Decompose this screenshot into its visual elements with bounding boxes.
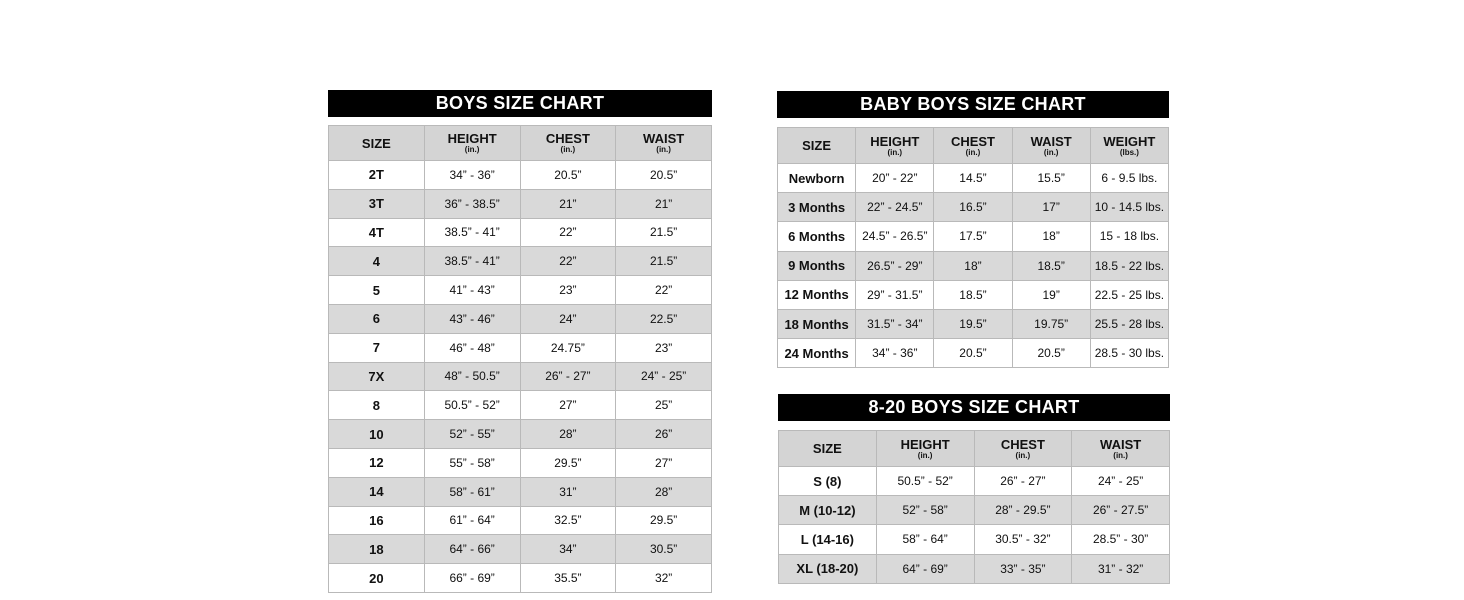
column-header-size [329, 126, 425, 161]
measurement-cell: 20.5” [520, 161, 616, 190]
size-cell: 20 [329, 564, 425, 593]
size-cell: 6 [329, 304, 425, 333]
column-header-chest [520, 126, 616, 161]
column-header-label: HEIGHT [870, 133, 920, 149]
measurement-cell: 23” [616, 333, 712, 362]
size-cell: XL (18-20) [779, 554, 877, 583]
size-cell: 5 [329, 276, 425, 305]
measurement-cell: 32” [616, 564, 712, 593]
measurement-cell: 15 - 18 lbs. [1090, 222, 1168, 251]
size-cell: 4 [329, 247, 425, 276]
measurement-cell: 28” [616, 477, 712, 506]
measurement-cell: 22” [520, 247, 616, 276]
table-header-row [329, 126, 712, 161]
measurement-cell: 22” [520, 218, 616, 247]
table-row [779, 496, 1170, 525]
table-row [778, 193, 1169, 222]
measurement-cell: 29.5” [616, 506, 712, 535]
measurement-cell: 27” [616, 448, 712, 477]
column-header-unit: (in.) [560, 145, 576, 154]
measurement-cell: 55” - 58” [424, 448, 520, 477]
measurement-cell: 18” [934, 251, 1012, 280]
table-header-row [778, 128, 1169, 164]
measurement-cell: 58” - 61” [424, 477, 520, 506]
column-header-label: SIZE [802, 138, 832, 153]
measurement-cell: 26.5” - 29” [856, 251, 934, 280]
column-header-label: SIZE [812, 441, 842, 456]
measurement-cell: 31” [520, 477, 616, 506]
measurement-cell: 52” - 55” [424, 420, 520, 449]
measurement-cell: 15.5” [1012, 164, 1090, 193]
column-header-weight [1090, 128, 1168, 164]
table-row [329, 189, 712, 218]
size-cell: 12 [329, 448, 425, 477]
measurement-cell: 31” - 32” [1072, 554, 1170, 583]
table-row [329, 420, 712, 449]
measurement-cell: 19.5” [934, 309, 1012, 338]
measurement-cell: 46” - 48” [424, 333, 520, 362]
measurement-cell: 24.5” - 26.5” [856, 222, 934, 251]
table-row [778, 339, 1169, 368]
measurement-cell: 20.5” [616, 161, 712, 190]
table-row [778, 280, 1169, 309]
measurement-cell: 26” [616, 420, 712, 449]
measurement-cell: 21” [520, 189, 616, 218]
measurement-cell: 23” [520, 276, 616, 305]
measurement-cell: 43” - 46” [424, 304, 520, 333]
measurement-cell: 20.5” [934, 339, 1012, 368]
size-cell: 12 Months [778, 280, 856, 309]
table-row [779, 554, 1170, 583]
boys-size-table [328, 125, 712, 593]
size-cell: 3 Months [778, 193, 856, 222]
measurement-cell: 32.5” [520, 506, 616, 535]
measurement-cell: 29.5” [520, 448, 616, 477]
measurement-cell: 50.5” - 52” [876, 467, 974, 496]
measurement-cell: 19” [1012, 280, 1090, 309]
measurement-cell: 38.5” - 41” [424, 247, 520, 276]
boys-chart-title: BOYS SIZE CHART [328, 90, 712, 117]
measurement-cell: 25” [616, 391, 712, 420]
measurement-cell: 64” - 66” [424, 535, 520, 564]
measurement-cell: 35.5” [520, 564, 616, 593]
size-cell: 2T [329, 161, 425, 190]
column-header-label: WAIST [1030, 133, 1072, 149]
measurement-cell: 24” - 25” [1072, 467, 1170, 496]
baby-chart-title: BABY BOYS SIZE CHART [777, 91, 1169, 118]
measurement-cell: 31.5” - 34” [856, 309, 934, 338]
measurement-cell: 61” - 64” [424, 506, 520, 535]
table-row [329, 304, 712, 333]
measurement-cell: 26” - 27” [974, 467, 1072, 496]
table-row [329, 161, 712, 190]
measurement-cell: 34” - 36” [424, 161, 520, 190]
column-header-height [856, 128, 934, 164]
measurement-cell: 33” - 35” [974, 554, 1072, 583]
size-cell: 7X [329, 362, 425, 391]
column-header-label: CHEST [1000, 436, 1045, 452]
column-header-size [778, 128, 856, 164]
measurement-cell: 21.5” [616, 218, 712, 247]
measurement-cell: 26” - 27.5” [1072, 496, 1170, 525]
measurement-cell: 6 - 9.5 lbs. [1090, 164, 1168, 193]
measurement-cell: 24” [520, 304, 616, 333]
measurement-cell: 28” - 29.5” [974, 496, 1072, 525]
table-row [778, 164, 1169, 193]
column-header-unit: (in.) [965, 147, 981, 157]
measurement-cell: 22.5 - 25 lbs. [1090, 280, 1168, 309]
column-header-label: WAIST [1100, 436, 1142, 452]
size-cell: S (8) [779, 467, 877, 496]
measurement-cell: 19.75” [1012, 309, 1090, 338]
column-header-height [876, 431, 974, 467]
size-cell: 14 [329, 477, 425, 506]
measurement-cell: 18.5” [1012, 251, 1090, 280]
size-cell: 16 [329, 506, 425, 535]
measurement-cell: 28.5 - 30 lbs. [1090, 339, 1168, 368]
table-row [329, 276, 712, 305]
size-cell: 3T [329, 189, 425, 218]
column-header-waist [616, 126, 712, 161]
table-row [778, 309, 1169, 338]
measurement-cell: 24” - 25” [616, 362, 712, 391]
boys-size-chart [328, 90, 712, 593]
baby-boys-size-table [777, 127, 1169, 368]
measurement-cell: 28” [520, 420, 616, 449]
measurement-cell: 34” [520, 535, 616, 564]
column-header-unit: (in.) [1015, 450, 1031, 460]
table-header-row [779, 431, 1170, 467]
table-row [329, 391, 712, 420]
measurement-cell: 22.5” [616, 304, 712, 333]
column-header-unit: (in.) [917, 450, 933, 460]
measurement-cell: 38.5” - 41” [424, 218, 520, 247]
table-row [329, 448, 712, 477]
baby-boys-size-chart [777, 91, 1169, 368]
size-cell: 10 [329, 420, 425, 449]
column-header-unit: (in.) [887, 147, 903, 157]
column-header-size [779, 431, 877, 467]
column-header-label: CHEST [950, 133, 995, 149]
measurement-cell: 52” - 58” [876, 496, 974, 525]
measurement-cell: 66” - 69” [424, 564, 520, 593]
column-header-unit: (in.) [1113, 450, 1128, 460]
table-row [329, 333, 712, 362]
table-row [779, 525, 1170, 554]
measurement-cell: 48” - 50.5” [424, 362, 520, 391]
measurement-cell: 28.5” - 30” [1072, 525, 1170, 554]
size-cell: 4T [329, 218, 425, 247]
table-row [329, 564, 712, 593]
measurement-cell: 34” - 36” [856, 339, 934, 368]
measurement-cell: 17.5” [934, 222, 1012, 251]
column-header-unit: (in.) [464, 145, 480, 154]
table-row [779, 467, 1170, 496]
measurement-cell: 36” - 38.5” [424, 189, 520, 218]
measurement-cell: 41” - 43” [424, 276, 520, 305]
boys-8-20-size-chart [778, 394, 1170, 584]
column-header-unit: (in.) [1043, 147, 1059, 157]
boys-8-20-size-table [778, 430, 1170, 584]
column-header-label: WEIGHT [1103, 133, 1156, 149]
measurement-cell: 29” - 31.5” [856, 280, 934, 309]
table-row [329, 506, 712, 535]
table-row [329, 247, 712, 276]
size-cell: 6 Months [778, 222, 856, 251]
size-cell: 9 Months [778, 251, 856, 280]
measurement-cell: 20.5” [1012, 339, 1090, 368]
table-row [329, 362, 712, 391]
table-row [329, 477, 712, 506]
size-cell: M (10-12) [779, 496, 877, 525]
measurement-cell: 24.75” [520, 333, 616, 362]
size-cell: Newborn [778, 164, 856, 193]
column-header-chest [934, 128, 1012, 164]
measurement-cell: 18.5 - 22 lbs. [1090, 251, 1168, 280]
measurement-cell: 50.5” - 52” [424, 391, 520, 420]
big-chart-title: 8-20 BOYS SIZE CHART [778, 394, 1170, 421]
measurement-cell: 21.5” [616, 247, 712, 276]
column-header-label: WAIST [643, 131, 685, 146]
column-header-unit: (in.) [656, 145, 671, 154]
column-header-chest [974, 431, 1072, 467]
size-cell: 7 [329, 333, 425, 362]
measurement-cell: 27” [520, 391, 616, 420]
size-cell: 18 Months [778, 309, 856, 338]
table-row [778, 222, 1169, 251]
column-header-label: HEIGHT [447, 131, 497, 146]
measurement-cell: 14.5” [934, 164, 1012, 193]
table-row [778, 251, 1169, 280]
measurement-cell: 16.5” [934, 193, 1012, 222]
column-header-label: CHEST [545, 131, 590, 146]
table-row [329, 535, 712, 564]
size-cell: 24 Months [778, 339, 856, 368]
measurement-cell: 26” - 27” [520, 362, 616, 391]
measurement-cell: 25.5 - 28 lbs. [1090, 309, 1168, 338]
table-row [329, 218, 712, 247]
measurement-cell: 30.5” - 32” [974, 525, 1072, 554]
measurement-cell: 22” [616, 276, 712, 305]
measurement-cell: 21” [616, 189, 712, 218]
measurement-cell: 58” - 64” [876, 525, 974, 554]
size-cell: 18 [329, 535, 425, 564]
column-header-label: SIZE [361, 135, 391, 151]
column-header-waist [1072, 431, 1170, 467]
measurement-cell: 20” - 22” [856, 164, 934, 193]
measurement-cell: 18” [1012, 222, 1090, 251]
measurement-cell: 17” [1012, 193, 1090, 222]
column-header-waist [1012, 128, 1090, 164]
measurement-cell: 22” - 24.5” [856, 193, 934, 222]
measurement-cell: 18.5” [934, 280, 1012, 309]
measurement-cell: 10 - 14.5 lbs. [1090, 193, 1168, 222]
column-header-unit: (lbs.) [1119, 147, 1139, 157]
size-cell: L (14-16) [779, 525, 877, 554]
size-cell: 8 [329, 391, 425, 420]
measurement-cell: 64” - 69” [876, 554, 974, 583]
column-header-height [424, 126, 520, 161]
measurement-cell: 30.5” [616, 535, 712, 564]
column-header-label: HEIGHT [900, 436, 950, 452]
